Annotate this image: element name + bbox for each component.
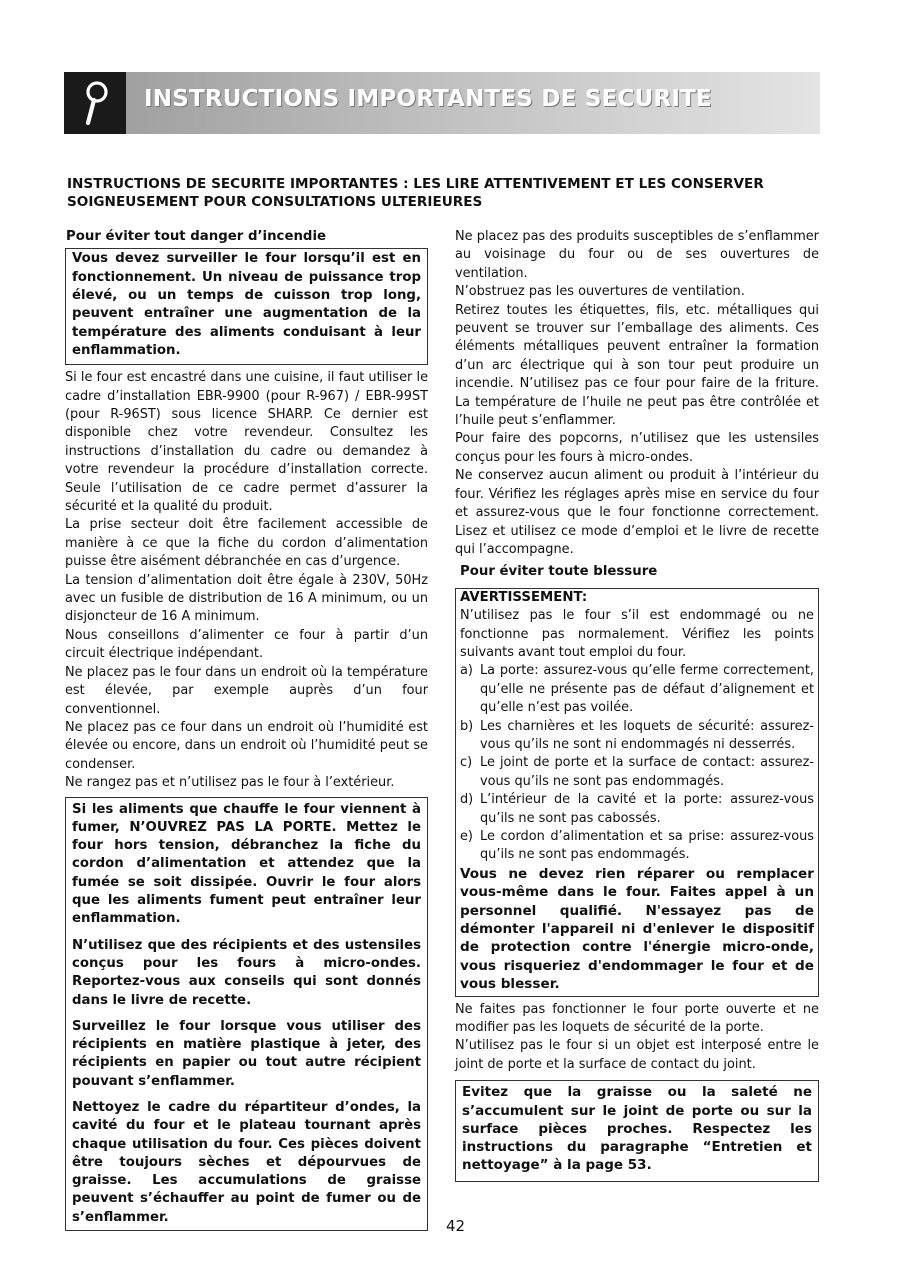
grease-warning-box [455, 1080, 819, 1181]
paragraph: Ne placez pas le four dans un endroit où la température est élevée, par exemple auprès d’un four conventionnel. [65, 664, 428, 717]
check-list [460, 662, 814, 864]
page-title: INSTRUCTIONS IMPORTANTES DE SECURITE [144, 86, 712, 112]
list-item: d) L’intérieur de la cavité et la porte: assurez-vous qu’ils ne sont pas cabossés. [460, 792, 814, 826]
paragraph: La prise secteur doit être facilement accessible de manière à ce que la fiche du cordon d’alimentation puisse être aisément débranchée en cas d’urgence. [65, 517, 428, 570]
title-banner [64, 72, 820, 134]
paragraph: Retirez toutes les étiquettes, fils, etc. métalliques qui peuvent se trouver sur l’emballage des aliments. Ces éléments métalliques peuvent entraîner la formation d’un arc électrique qui à son tour peut produire un incendie. N’utilisez pas ce four pour faire de la friture. La température de l’huile ne peut pas être contrôlée et l’huile peut s’enflammer. [455, 302, 819, 429]
safety-box-paragraph: Si les aliments que chauffe le four viennent à fumer, N’OUVREZ PAS LA PORTE. Mettez le four hors tension, débranchez la fiche du cordon d’alimentation et attendez que la fumée se soit dissipée. Ouvrir le four alors que les aliments fument peut entraîner leur enflammation. [72, 801, 421, 927]
icon-box [64, 72, 126, 134]
list-item: c) Le joint de porte et la surface de contact: assurez-vous qu’ils ne sont pas endommagés. [460, 755, 814, 789]
paragraph: Ne placez pas des produits susceptibles de s’enflammer au voisinage du four ou de ses ouvertures de ventilation. [455, 229, 819, 281]
list-item: a) La porte: assurez-vous qu’elle ferme correctement, qu’elle ne présente pas de défaut d’alignement et qu’elle n’est pas voilée. [460, 663, 814, 716]
safety-box [65, 797, 428, 1232]
right-column [455, 228, 819, 1182]
paragraph: Ne conservez aucun aliment ou produit à l’intérieur du four. Vérifiez les réglages après mise en service du four et assurez-vous que le four fonctionne correctement. Lisez et utilisez ce mode d’emploi et le livre de recette qui l’accompagne. [455, 468, 819, 557]
warning-text: N’utilisez pas le four s’il est endommagé ou ne fonctionne pas normalement. Vérifiez les points suivants avant tout emploi du four. [460, 608, 814, 660]
grease-warning-text: Evitez que la graisse ou la saleté ne s’accumulent sur le joint de porte ou sur la surface pièces proches. Respectez les instructions du paragraphe “Entretien et nettoyage” à la page 53. [462, 1084, 812, 1174]
paragraph: Si le four est encastré dans une cuisine, il faut utiliser le cadre d’installation EBR-9900 (pour R-967) / EBR-99ST (pour R-96ST) sous licence SHARP. Ce dernier est disponible chez votre revendeur. Consultez les instructions d’installation du cadre ou demandez à votre revendeur la procédure d’installation correcte. Seule l’utilisation de ce cadre permet d’assurer la sécurité et la qualité du produit. [65, 370, 428, 515]
safety-box-paragraph: N’utilisez que des récipients et des ustensiles conçus pour les fours à micro-ondes. Reportez-vous aux conseils qui sont donnés dans le livre de recette. [72, 937, 421, 1008]
paragraph: N’utilisez pas le four si un objet est interposé entre le joint de porte et la surface de contact du joint. [455, 1038, 819, 1072]
repair-warning: Vous ne devez rien réparer ou remplacer vous-même dans le four. Faites appel à un personnel qualifié. N'essayez pas de démonter l'appareil ni d'enlever le dispositif de protection contre l'énergie micro-onde, vous risqueriez d'endommager le four et de vous blesser. [460, 865, 814, 993]
paragraph: Ne rangez pas et n’utilisez pas le four à l’extérieur. [65, 775, 395, 791]
safety-box-paragraph: Nettoyez le cadre du répartiteur d’ondes, la cavité du four et le plateau tournant après chaque utilisation du four. Ces pièces doivent être toujours sèches et dépourvues de graisse. Les accumulations de graisse peuvent s’échauffer au point de fumer ou de s’enflammer. [72, 1099, 421, 1225]
right-paragraphs-2 [455, 1001, 819, 1075]
wrench-key-icon [78, 80, 112, 126]
fire-warning-text: Vous devez surveiller le four lorsqu’il est en fonctionnement. Un niveau de puissance trop élevé, ou un temps de cuisson trop long, peuvent entraîner une augmentation de la température des aliments conduisant à leur enflammation. [72, 251, 421, 358]
paragraph: Pour faire des popcorns, n’utilisez que les ustensiles conçus pour les fours à micro-ondes. [455, 431, 819, 465]
intro-heading: INSTRUCTIONS DE SECURITE IMPORTANTES : LES LIRE ATTENTIVEMENT ET LES CONSERVER SOIGNEUSEMENT POUR CONSULTATIONS ULTERIEURES [67, 176, 764, 210]
warning-title: AVERTISSEMENT: [460, 589, 588, 605]
list-item: b) Les charnières et les loquets de sécurité: assurez-vous qu’ils ne sont ni endommagés ni desserrés. [460, 718, 814, 752]
fire-warning-box [65, 248, 428, 365]
left-paragraphs [65, 369, 428, 792]
left-column [65, 228, 428, 1231]
fire-heading: Pour éviter tout danger d’incendie [66, 229, 327, 244]
paragraph: Ne faites pas fonctionner le four porte ouverte et ne modifier pas les loquets de sécurité de la porte. [455, 1001, 819, 1036]
paragraph: Ne placez pas ce four dans un endroit où l’humidité est élevée ou encore, dans un endroit où l’humidité peut se condenser. [65, 719, 428, 772]
paragraph: La tension d’alimentation doit être égale à 230V, 50Hz avec un fusible de distribution de 16 A minimum, ou un disjoncteur de 16 A minimum. [65, 572, 428, 625]
page-number: 42 [445, 1217, 466, 1235]
safety-box-paragraph: Surveillez le four lorsque vous utiliser des récipients en matière plastique à jeter, des récipients en papier ou tout autre récipient pouvant s’enflammer. [72, 1018, 421, 1089]
paragraph: Nous conseillons d’alimenter ce four à partir d’un circuit électrique indépendant. [65, 627, 428, 662]
injury-heading: Pour éviter toute blessure [460, 564, 658, 580]
warning-box [455, 588, 819, 997]
list-item: e) Le cordon d’alimentation et sa prise: assurez-vous qu’ils ne sont pas endommagés. [460, 829, 814, 863]
paragraph: N’obstruez pas les ouvertures de ventilation. [455, 284, 745, 300]
